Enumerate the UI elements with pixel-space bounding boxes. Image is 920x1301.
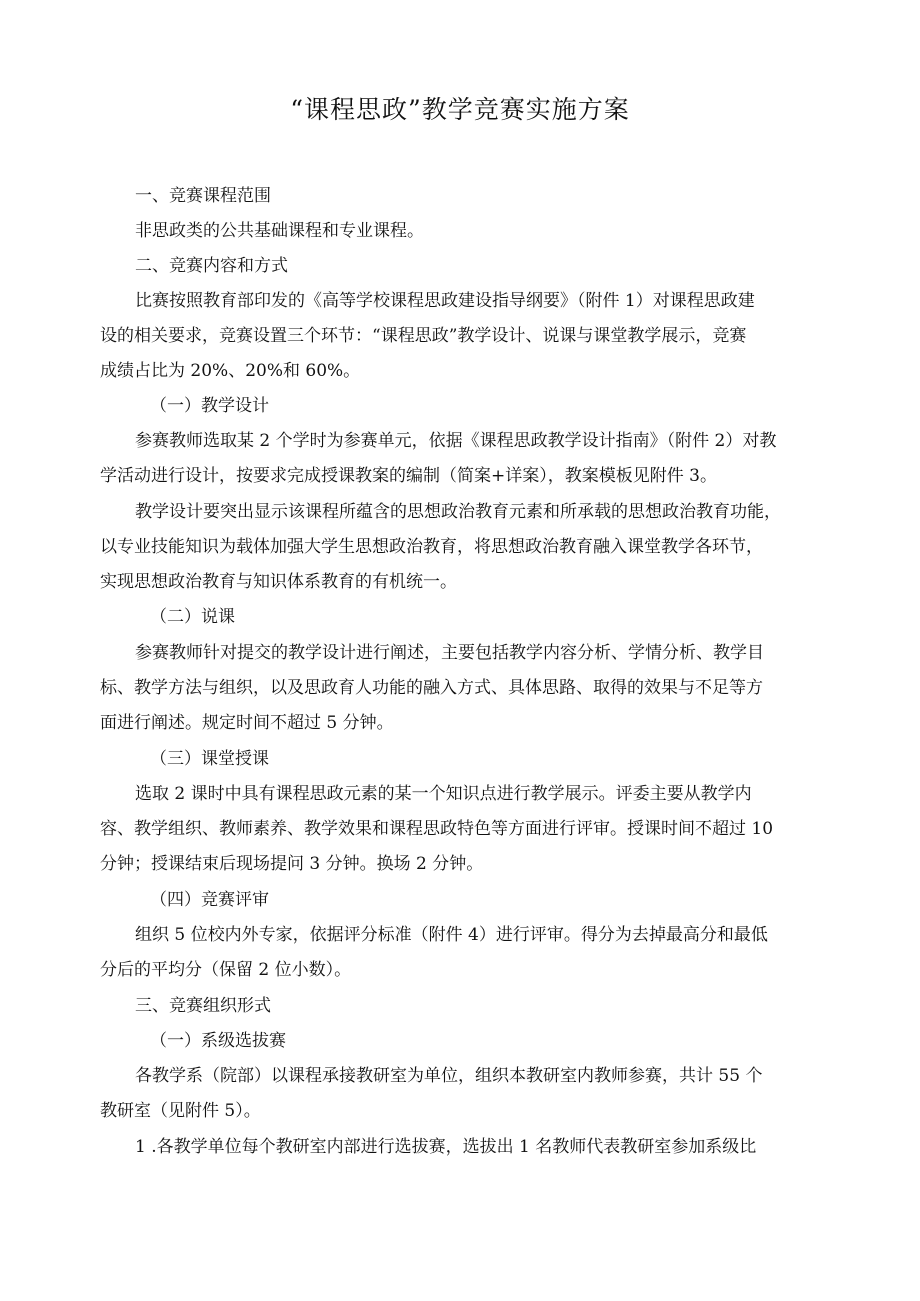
subsection-heading: （二）说课 — [150, 607, 235, 627]
document-title: “课程思政”教学竞赛实施方案 — [290, 95, 630, 124]
paragraph-line: 成绩占比为 20%、20%和 60%。 — [100, 361, 361, 381]
subsection-heading: （一）系级选拔赛 — [150, 1031, 286, 1051]
paragraph-line: 分后的平均分（保留 2 位小数）。 — [100, 960, 352, 980]
paragraph-line: 容、教学组织、教师素养、教学效果和课程思政特色等方面进行评审。授课时间不超过 10 — [100, 819, 774, 839]
section-heading-3: 三、竞赛组织形式 — [135, 996, 271, 1016]
paragraph-line: 实现思想政治教育与知识体系教育的有机统一。 — [100, 572, 457, 592]
subsection-heading: （三）课堂授课 — [150, 749, 269, 769]
paragraph-line: 选取 2 课时中具有课程思政元素的某一个知识点进行教学展示。评委主要从教学内 — [135, 784, 752, 804]
paragraph-line: 比赛按照教育部印发的《高等学校课程思政建设指导纲要》（附件 1）对课程思政建 — [135, 291, 755, 311]
paragraph-line: 各教学系（院部）以课程承接教研室为单位，组织本教研室内教师参赛，共计 55 个 — [135, 1066, 763, 1086]
paragraph-line: 参赛教师选取某 2 个学时为参赛单元，依据《课程思政教学设计指南》（附件 2）对教 — [135, 431, 777, 451]
paragraph-line: 面进行阐述。规定时间不超过 5 分钟。 — [100, 713, 394, 733]
section-heading-2: 二、竞赛内容和方式 — [135, 256, 288, 276]
subsection-heading: （一）教学设计 — [150, 396, 269, 416]
paragraph-line: 学活动进行设计，按要求完成授课教案的编制（简案+详案），教案模板见附件 3。 — [100, 466, 717, 486]
paragraph-line: 参赛教师针对提交的教学设计进行阐述，主要包括教学内容分析、学情分析、教学目 — [135, 643, 764, 663]
section-heading-1: 一、竞赛课程范围 — [135, 186, 271, 206]
paragraph-line: 非思政类的公共基础课程和专业课程。 — [135, 221, 424, 241]
paragraph-line: 教研室（见附件 5）。 — [100, 1101, 261, 1121]
paragraph-line: 设的相关要求，竞赛设置三个环节：“课程思政”教学设计、说课与课堂教学展示，竞赛 — [100, 326, 747, 346]
paragraph-line: 分钟；授课结束后现场提问 3 分钟。换场 2 分钟。 — [100, 854, 484, 874]
paragraph-line: 标、教学方法与组织，以及思政育人功能的融入方式、具体思路、取得的效果与不足等方 — [100, 678, 763, 698]
subsection-heading: （四）竞赛评审 — [150, 890, 269, 910]
paragraph-line: 组织 5 位校内外专家，依据评分标准（附件 4）进行评审。得分为去掉最高分和最低 — [135, 925, 768, 945]
paragraph-line: 以专业技能知识为载体加强大学生思想政治教育，将思想政治教育融入课堂教学各环节， — [100, 537, 763, 557]
paragraph-line: 1 .各教学单位每个教研室内部进行选拔赛，选拔出 1 名教师代表教研室参加系级比 — [135, 1137, 757, 1157]
paragraph-line: 教学设计要突出显示该课程所蕴含的思想政治教育元素和所承载的思想政治教育功能， — [135, 502, 781, 522]
